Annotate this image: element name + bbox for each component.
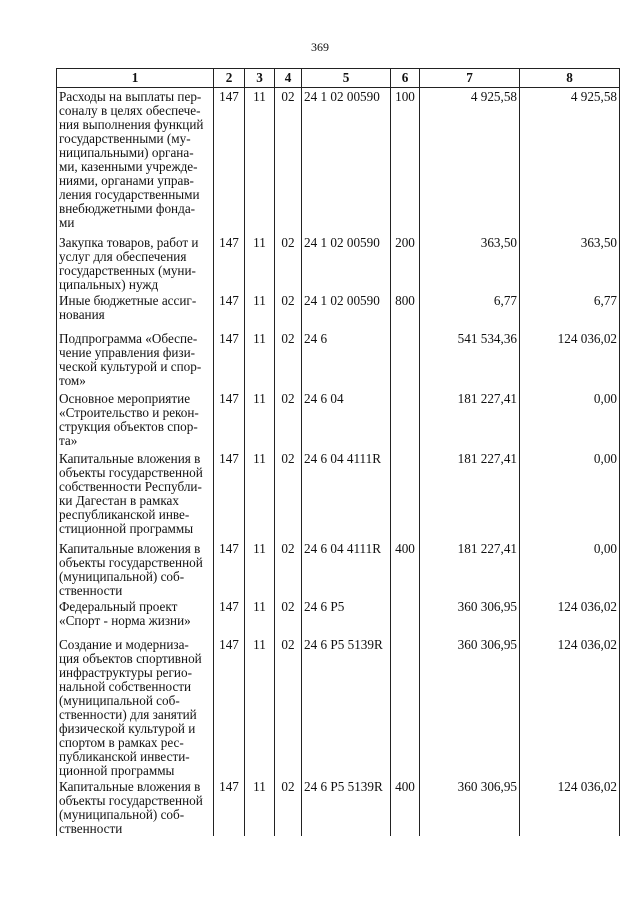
column-header: 1 (57, 69, 214, 88)
amount-col-8: 363,50 (520, 234, 620, 292)
target-article-code: 24 1 02 00590 (302, 88, 391, 234)
chapter-code: 147 (214, 88, 245, 234)
target-article-code: 24 1 02 00590 (302, 234, 391, 292)
table-row (57, 778, 620, 836)
subsection-code: 02 (275, 450, 302, 540)
section-code: 11 (245, 598, 275, 636)
amount-col-7: 363,50 (420, 234, 520, 292)
row-description: Расходы на выплаты пер- соналу в целях обеспече- ния выполнения функций государственными (му- ниципальными) органа- ми, казенными учрежде- ниями, органами управ- ления государственными внебюджетными фонда- ми (57, 88, 214, 234)
column-header: 6 (391, 69, 420, 88)
chapter-code: 147 (214, 390, 245, 450)
row-description: Иные бюджетные ассиг- нования (57, 292, 214, 330)
page-number: 369 (311, 40, 329, 54)
expense-type-code: 400 (391, 540, 420, 598)
amount-col-8: 0,00 (520, 450, 620, 540)
section-code: 11 (245, 450, 275, 540)
section-code: 11 (245, 540, 275, 598)
table-row (57, 390, 620, 450)
budget-table (56, 68, 620, 836)
section-code: 11 (245, 292, 275, 330)
expense-type-code: 200 (391, 234, 420, 292)
chapter-code: 147 (214, 292, 245, 330)
column-header: 7 (420, 69, 520, 88)
row-description: Создание и модерниза- ция объектов спортивной инфраструктуры регио- нальной собственности (муниципальной соб- ственности) для занятий физической культурой и спортом в рамках рес- публиканской инвести- ционной программы (57, 636, 214, 778)
target-article-code: 24 6 04 4111R (302, 540, 391, 598)
target-article-code: 24 6 P5 (302, 598, 391, 636)
amount-col-7: 181 227,41 (420, 540, 520, 598)
amount-col-8: 124 036,02 (520, 636, 620, 778)
amount-col-7: 181 227,41 (420, 450, 520, 540)
expense-type-code (391, 636, 420, 778)
amount-col-7: 360 306,95 (420, 636, 520, 778)
table-row (57, 292, 620, 330)
amount-col-8: 0,00 (520, 540, 620, 598)
subsection-code: 02 (275, 330, 302, 390)
section-code: 11 (245, 234, 275, 292)
row-description: Капитальные вложения в объекты государственной собственности Республи- ки Дагестан в рамках республиканской инве- стиционной программы (57, 450, 214, 540)
expense-type-code (391, 598, 420, 636)
amount-col-7: 181 227,41 (420, 390, 520, 450)
amount-col-8: 0,00 (520, 390, 620, 450)
target-article-code: 24 6 P5 5139R (302, 778, 391, 836)
expense-type-code (391, 390, 420, 450)
table-row (57, 636, 620, 778)
amount-col-7: 360 306,95 (420, 598, 520, 636)
chapter-code: 147 (214, 330, 245, 390)
table-row (57, 540, 620, 598)
expense-type-code (391, 450, 420, 540)
target-article-code: 24 6 (302, 330, 391, 390)
expense-type-code: 100 (391, 88, 420, 234)
subsection-code: 02 (275, 292, 302, 330)
amount-col-8: 4 925,58 (520, 88, 620, 234)
section-code: 11 (245, 330, 275, 390)
row-description: Капитальные вложения в объекты государственной (муниципальной) соб- ственности (57, 540, 214, 598)
chapter-code: 147 (214, 540, 245, 598)
subsection-code: 02 (275, 636, 302, 778)
row-description: Федеральный проект «Спорт - норма жизни» (57, 598, 214, 636)
amount-col-8: 6,77 (520, 292, 620, 330)
expense-type-code: 400 (391, 778, 420, 836)
subsection-code: 02 (275, 234, 302, 292)
table-row (57, 88, 620, 234)
amount-col-7: 6,77 (420, 292, 520, 330)
chapter-code: 147 (214, 636, 245, 778)
section-code: 11 (245, 636, 275, 778)
column-header: 8 (520, 69, 620, 88)
subsection-code: 02 (275, 540, 302, 598)
table-row (57, 450, 620, 540)
column-header: 2 (214, 69, 245, 88)
target-article-code: 24 1 02 00590 (302, 292, 391, 330)
table-row (57, 598, 620, 636)
section-code: 11 (245, 778, 275, 836)
row-description: Закупка товаров, работ и услуг для обеспечения государственных (муни- ципальных) нужд (57, 234, 214, 292)
row-description: Основное мероприятие «Строительство и рекон- струкция объектов спор- та» (57, 390, 214, 450)
subsection-code: 02 (275, 390, 302, 450)
amount-col-8: 124 036,02 (520, 778, 620, 836)
amount-col-7: 4 925,58 (420, 88, 520, 234)
amount-col-7: 541 534,36 (420, 330, 520, 390)
table-row (57, 234, 620, 292)
column-header: 3 (245, 69, 275, 88)
section-code: 11 (245, 390, 275, 450)
table-row (57, 330, 620, 390)
subsection-code: 02 (275, 88, 302, 234)
chapter-code: 147 (214, 598, 245, 636)
subsection-code: 02 (275, 598, 302, 636)
target-article-code: 24 6 04 4111R (302, 450, 391, 540)
expense-type-code: 800 (391, 292, 420, 330)
header-row (57, 69, 620, 88)
amount-col-8: 124 036,02 (520, 330, 620, 390)
row-description: Капитальные вложения в объекты государственной (муниципальной) соб- ственности (57, 778, 214, 836)
chapter-code: 147 (214, 450, 245, 540)
expense-type-code (391, 330, 420, 390)
amount-col-7: 360 306,95 (420, 778, 520, 836)
column-header: 5 (302, 69, 391, 88)
column-header: 4 (275, 69, 302, 88)
subsection-code: 02 (275, 778, 302, 836)
amount-col-8: 124 036,02 (520, 598, 620, 636)
target-article-code: 24 6 04 (302, 390, 391, 450)
section-code: 11 (245, 88, 275, 234)
chapter-code: 147 (214, 778, 245, 836)
row-description: Подпрограмма «Обеспе- чение управления физи- ческой культурой и спор- том» (57, 330, 214, 390)
chapter-code: 147 (214, 234, 245, 292)
target-article-code: 24 6 P5 5139R (302, 636, 391, 778)
